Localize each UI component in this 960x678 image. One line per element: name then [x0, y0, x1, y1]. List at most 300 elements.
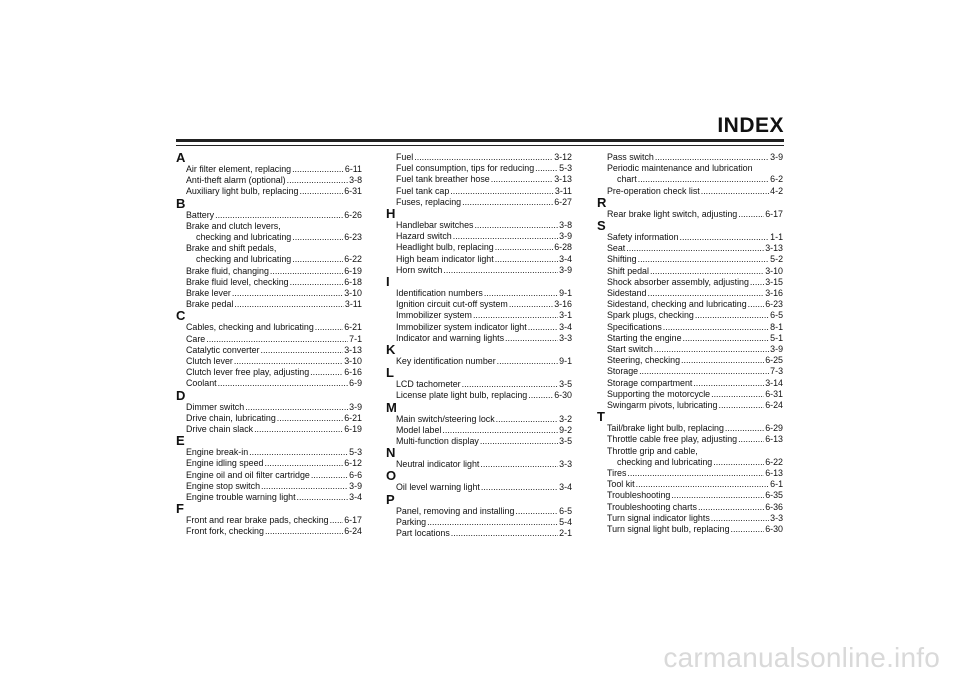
dot-leader — [535, 163, 558, 174]
index-entry-text: Oil level warning light — [396, 482, 480, 493]
index-entry-text: Troubleshooting charts — [607, 501, 697, 512]
index-entry — [176, 367, 362, 378]
index-entry-text: License plate light bulb, replacing — [396, 390, 528, 401]
dot-leader — [292, 254, 343, 265]
index-entry-page: 3-9 — [559, 264, 572, 275]
dot-leader — [315, 322, 343, 333]
index-entry-page: 3-11 — [344, 299, 362, 310]
index-entry-text: Drive chain slack — [186, 424, 254, 435]
index-entry-page: 3-10 — [344, 356, 362, 367]
dot-leader — [442, 425, 558, 436]
index-entry-page: 6-19 — [344, 265, 362, 276]
dot-leader — [249, 447, 348, 458]
index-entry-page: 3-3 — [770, 512, 783, 523]
dot-leader — [215, 210, 343, 221]
index-entry-text: Engine trouble warning light — [186, 492, 296, 503]
index-entry — [386, 425, 572, 436]
index-entry-text: Pre-operation check list — [607, 185, 700, 196]
index-entry-page: 3-9 — [349, 480, 362, 491]
dot-leader — [480, 436, 558, 447]
index-entry — [386, 517, 572, 528]
index-entry-page: 3-4 — [349, 492, 362, 503]
index-entry — [597, 322, 783, 333]
index-entry-text: Fuel — [396, 152, 414, 162]
dot-leader — [292, 164, 344, 175]
index-entry — [597, 502, 783, 513]
index-entry-page: 6-13 — [765, 468, 783, 479]
index-entry — [386, 152, 572, 163]
index-entry-text: Multi-function display — [396, 436, 479, 447]
index-entry-text: Ignition circuit cut-off system — [396, 299, 508, 310]
index-entry-page: 8-1 — [770, 321, 783, 332]
index-entry-page: 6-23 — [765, 299, 783, 310]
index-entry-page: 6-30 — [554, 390, 572, 401]
dot-leader — [647, 288, 764, 299]
index-entry — [176, 210, 362, 221]
dot-leader — [311, 470, 348, 481]
index-entry-page: 3-9 — [770, 152, 783, 162]
index-entry-page: 3-13 — [344, 344, 362, 355]
dot-leader — [663, 322, 769, 333]
index-entry-text: chart — [617, 174, 637, 185]
index-entry-text: checking and lubricating — [617, 456, 713, 467]
index-entry-page: 6-36 — [765, 501, 783, 512]
index-entry — [386, 356, 572, 367]
index-entry-text: Fuel tank breather hose — [396, 174, 490, 185]
index-entry-page: 6-1 — [770, 479, 783, 490]
index-entry-text: Immobilizer system indicator light — [396, 321, 527, 332]
index-entry-text: Tool kit — [607, 479, 635, 490]
dot-leader — [254, 424, 343, 435]
index-entry-page: 3-4 — [559, 482, 572, 493]
index-entry — [597, 299, 783, 310]
index-entry-text: Engine break-in — [186, 447, 249, 458]
index-entry-text: Dimmer switch — [186, 401, 245, 412]
index-entry-text: Indicator and warning lights — [396, 332, 505, 343]
index-entry-page: 6-13 — [765, 434, 783, 445]
index-entry — [176, 232, 362, 243]
index-entry-text: Immobilizer system — [396, 310, 472, 321]
index-entry-heading-line: Periodic maintenance and lubrication — [607, 163, 753, 174]
index-entry-page: 9-1 — [559, 356, 572, 367]
index-entry — [176, 175, 362, 186]
index-entry-page: 3-3 — [559, 459, 572, 470]
dot-leader — [725, 423, 764, 434]
dot-leader — [270, 266, 343, 277]
index-entry-text: Parking — [396, 516, 427, 527]
index-entry-page: 6-28 — [554, 242, 572, 253]
index-entry — [386, 163, 572, 174]
index-entry-page: 6-24 — [765, 400, 783, 411]
dot-leader — [218, 378, 349, 389]
index-entry-page: 5-2 — [770, 254, 783, 265]
dot-leader — [627, 468, 764, 479]
dot-leader — [655, 152, 769, 163]
index-entry-page: 3-5 — [559, 379, 572, 390]
index-entry-page: 7-1 — [349, 333, 362, 344]
dot-leader — [310, 367, 343, 378]
index-entry-page: 6-24 — [344, 526, 362, 537]
index-entry-text: Shift pedal — [607, 265, 649, 276]
index-entry-text: Cables, checking and lubricating — [186, 322, 314, 333]
index-entry-page: 3-9 — [559, 231, 572, 242]
index-entry-page: 6-22 — [344, 254, 362, 265]
dot-leader — [473, 310, 558, 321]
dot-leader — [711, 389, 764, 400]
dot-leader — [638, 254, 770, 265]
index-entry-page: 6-11 — [344, 164, 362, 174]
index-entry-text: Safety information — [607, 232, 679, 243]
index-column-3 — [597, 152, 783, 535]
dot-leader — [450, 186, 554, 197]
dot-leader — [750, 277, 764, 288]
dot-leader — [528, 390, 553, 401]
index-entry-text: Rear brake light switch, adjusting — [607, 208, 738, 219]
index-entry — [386, 186, 572, 197]
index-entry — [176, 186, 362, 197]
index-entry — [597, 490, 783, 501]
dot-leader — [495, 242, 554, 253]
index-entry-page: 5-4 — [559, 516, 572, 527]
index-entry-page: 3-13 — [554, 174, 572, 185]
dot-leader — [698, 502, 764, 513]
dot-leader — [639, 366, 769, 377]
index-entry-page: 3-10 — [344, 288, 362, 299]
page-title: INDEX — [717, 114, 784, 137]
index-entry-page: 3-9 — [770, 344, 783, 355]
index-entry-page: 6-29 — [765, 423, 783, 434]
dot-leader — [680, 232, 770, 243]
index-entry-text: Model label — [396, 424, 442, 435]
index-entry-page: 3-16 — [765, 288, 783, 299]
index-entry-text: Coolant — [186, 378, 217, 389]
index-entry-page: 3-13 — [765, 243, 783, 254]
dot-leader — [234, 299, 344, 310]
index-entry-text: Headlight bulb, replacing — [396, 242, 494, 253]
index-entry-text: Anti-theft alarm (optional) — [186, 175, 286, 186]
index-letter-heading: N — [386, 445, 396, 461]
index-entry-page: 6-31 — [344, 186, 362, 197]
index-entry-text: Turn signal indicator lights — [607, 512, 710, 523]
index-entry-heading-line: Throttle grip and cable, — [607, 445, 698, 456]
index-column-1 — [176, 152, 362, 538]
index-entry-text: Storage — [607, 366, 639, 377]
index-entry-text: Brake lever — [186, 288, 231, 299]
index-letter-heading: P — [386, 491, 395, 507]
index-entry — [386, 265, 572, 276]
index-entry — [386, 459, 572, 470]
index-entry — [597, 344, 783, 355]
index-entry-text: Identification numbers — [396, 288, 483, 299]
index-entry — [176, 470, 362, 481]
index-entry-page: 5-3 — [559, 163, 572, 174]
index-entry-text: Clutch lever — [186, 356, 233, 367]
index-entry — [597, 243, 783, 254]
index-entry — [597, 524, 783, 535]
dot-leader — [509, 299, 553, 310]
index-entry — [597, 513, 783, 524]
index-entry-text: Start switch — [607, 344, 653, 355]
index-entry-text: Storage compartment — [607, 377, 693, 388]
index-entry-text: Tires — [607, 468, 627, 479]
title-rule-thick — [176, 139, 784, 142]
index-entry — [176, 322, 362, 333]
dot-leader — [265, 526, 343, 537]
index-entry-text: Swingarm pivots, lubricating — [607, 400, 718, 411]
index-entry-text: Front fork, checking — [186, 526, 264, 537]
index-entry-text: checking and lubricating — [196, 232, 292, 243]
index-entry-page: 6-27 — [554, 196, 572, 207]
dot-leader — [711, 513, 769, 524]
index-entry-text: Front and rear brake pads, checking — [186, 515, 329, 526]
index-entry — [386, 220, 572, 231]
index-entry — [176, 334, 362, 345]
dot-leader — [671, 490, 764, 501]
index-entry — [597, 400, 783, 411]
dot-leader — [738, 434, 764, 445]
dot-leader — [636, 479, 770, 490]
index-entry — [597, 389, 783, 400]
index-entry-text: Air filter element, replacing — [186, 164, 292, 174]
index-entry-page: 3-4 — [559, 321, 572, 332]
dot-leader — [654, 344, 769, 355]
index-entry-page: 3-1 — [559, 310, 572, 321]
index-letter-heading: C — [176, 308, 186, 324]
index-entry-page: 6-26 — [344, 209, 362, 220]
index-entry — [597, 479, 783, 490]
index-letter-heading: S — [597, 218, 606, 234]
dot-leader — [693, 378, 764, 389]
index-entry-text: Fuel consumption, tips for reducing — [396, 163, 535, 174]
index-entry-text: Handlebar switches — [396, 220, 474, 231]
index-entry-text: Engine oil and oil filter cartridge — [186, 469, 310, 480]
index-entry — [597, 277, 783, 288]
index-entry-page: 6-19 — [344, 424, 362, 435]
index-entry — [176, 356, 362, 367]
index-entry-text: Steering, checking — [607, 355, 681, 366]
dot-leader — [731, 524, 765, 535]
index-letter-heading: H — [386, 206, 396, 222]
index-entry — [176, 254, 362, 265]
index-entry-page: 3-8 — [349, 175, 362, 186]
index-entry — [597, 152, 783, 163]
index-entry — [386, 482, 572, 493]
index-entry-page: 3-11 — [554, 185, 572, 196]
index-entry-page: 3-14 — [765, 377, 783, 388]
index-entry — [386, 288, 572, 299]
dot-leader — [497, 356, 559, 367]
index-letter-heading: M — [386, 399, 397, 415]
index-entry — [176, 481, 362, 492]
index-entry-heading-line: Brake and clutch levers, — [186, 220, 281, 231]
dot-leader — [515, 506, 558, 517]
dot-leader — [261, 345, 344, 356]
index-entry-text: Engine idling speed — [186, 458, 264, 469]
index-entry-text: Pass switch — [607, 152, 654, 162]
dot-leader — [713, 457, 764, 468]
index-entry — [597, 457, 783, 468]
watermark: carmanualsonline.info — [663, 642, 940, 673]
index-entry-page: 6-6 — [349, 469, 362, 480]
index-entry — [176, 288, 362, 299]
dot-leader — [748, 299, 765, 310]
index-entry-text: Auxiliary light bulb, replacing — [186, 186, 299, 197]
index-entry-page: 6-17 — [344, 515, 362, 526]
index-entry-text: Specifications — [607, 321, 662, 332]
dot-leader — [484, 288, 558, 299]
index-entry — [176, 266, 362, 277]
index-entry-page: 9-2 — [559, 424, 572, 435]
index-entry-page: 6-21 — [344, 322, 362, 333]
index-entry-page: 3-10 — [765, 265, 783, 276]
index-entry — [386, 414, 572, 425]
index-entry-page: 6-22 — [765, 456, 783, 467]
index-entry-text: Brake fluid level, checking — [186, 276, 289, 287]
dot-leader — [453, 231, 558, 242]
dot-leader — [232, 288, 343, 299]
index-entry-text: Main switch/steering lock — [396, 413, 495, 424]
index-entry-text: Clutch lever free play, adjusting — [186, 367, 310, 378]
index-entry — [176, 345, 362, 356]
index-entry — [597, 174, 783, 185]
index-entry — [176, 164, 362, 175]
dot-leader — [462, 379, 559, 390]
index-entry — [597, 423, 783, 434]
index-entry-page: 3-2 — [559, 413, 572, 424]
index-entry-page: 6-12 — [344, 458, 362, 469]
index-entry — [386, 197, 572, 208]
index-entry — [386, 174, 572, 185]
index-entry-text: Supporting the motorcycle — [607, 388, 711, 399]
index-entry-page: 3-8 — [559, 220, 572, 231]
index-entry — [386, 254, 572, 265]
dot-leader — [234, 356, 343, 367]
index-entry-text: checking and lubricating — [196, 254, 292, 265]
index-entry — [386, 242, 572, 253]
index-entry — [597, 378, 783, 389]
index-entry — [176, 424, 362, 435]
index-entry-page: 6-21 — [344, 412, 362, 423]
index-entry-page: 6-18 — [344, 276, 362, 287]
index-entry-text: Part locations — [396, 528, 450, 539]
index-entry — [597, 266, 783, 277]
index-entry-text: High beam indicator light — [396, 253, 494, 264]
index-entry-text: Key identification number — [396, 356, 496, 367]
dot-leader — [206, 334, 348, 345]
index-entry-text: Engine stop switch — [186, 480, 260, 491]
index-entry-page: 9-1 — [559, 288, 572, 299]
index-entry-text: Shifting — [607, 254, 637, 265]
index-letter-heading: L — [386, 365, 394, 381]
dot-leader — [299, 186, 343, 197]
index-entry-text: LCD tachometer — [396, 379, 461, 390]
index-entry-text: Tail/brake light bulb, replacing — [607, 423, 724, 434]
index-entry — [597, 186, 783, 197]
index-entry — [386, 528, 572, 539]
index-entry — [176, 299, 362, 310]
dot-leader — [245, 402, 348, 413]
index-entry — [176, 413, 362, 424]
dot-leader — [650, 266, 764, 277]
dot-leader — [528, 322, 558, 333]
index-entry-text: Battery — [186, 209, 215, 220]
dot-leader — [277, 413, 343, 424]
index-entry — [386, 299, 572, 310]
index-entry-page: 3-15 — [765, 276, 783, 287]
index-entry-page: 6-23 — [344, 232, 362, 243]
index-letter-heading: I — [386, 274, 390, 290]
index-entry — [386, 390, 572, 401]
index-column-2 — [386, 152, 572, 539]
index-entry-page: 5-1 — [770, 332, 783, 343]
index-entry — [386, 436, 572, 447]
index-entry — [386, 322, 572, 333]
index-entry-page: 3-4 — [559, 253, 572, 264]
dot-leader — [330, 515, 344, 526]
index-entry-text: Starting the engine — [607, 332, 682, 343]
index-entry-text: Brake pedal — [186, 299, 234, 310]
index-letter-heading: A — [176, 150, 186, 165]
dot-leader — [297, 492, 349, 503]
dot-leader — [443, 265, 558, 276]
index-entry-text: Brake fluid, changing — [186, 265, 269, 276]
dot-leader — [496, 414, 559, 425]
index-entry — [386, 506, 572, 517]
index-entry — [386, 333, 572, 344]
index-entry-text: Fuel tank cap — [396, 185, 450, 196]
index-entry-text: Shock absorber assembly, adjusting — [607, 276, 749, 287]
index-entry — [597, 209, 783, 220]
index-letter-heading: T — [597, 409, 605, 425]
dot-leader — [491, 174, 553, 185]
index-letter-heading: O — [386, 468, 397, 484]
dot-leader — [474, 220, 558, 231]
dot-leader — [719, 400, 765, 411]
index-entry-page: 6-16 — [344, 367, 362, 378]
dot-leader — [701, 186, 769, 197]
index-entry-text: Spark plugs, checking — [607, 310, 694, 321]
index-entry-text: Fuses, replacing — [396, 196, 462, 207]
index-letter-heading: B — [176, 195, 186, 211]
index-entry — [176, 458, 362, 469]
index-entry — [386, 379, 572, 390]
dot-leader — [495, 254, 558, 265]
index-entry-page: 5-3 — [349, 447, 362, 458]
index-entry — [176, 492, 362, 503]
index-entry — [597, 310, 783, 321]
dot-leader — [626, 243, 764, 254]
index-entry-text: Troubleshooting — [607, 490, 671, 501]
index-entry-page: 6-30 — [765, 524, 783, 535]
index-entry-page: 4-2 — [770, 185, 783, 196]
index-entry-page: 3-12 — [554, 152, 572, 162]
index-entry-text: Drive chain, lubricating — [186, 412, 276, 423]
index-entry-page: 6-2 — [770, 174, 783, 185]
dot-leader — [287, 175, 349, 186]
dot-leader — [481, 482, 558, 493]
index-entry — [597, 232, 783, 243]
index-entry — [176, 515, 362, 526]
index-entry-page: 3-3 — [559, 332, 572, 343]
index-entry-page: 6-35 — [765, 490, 783, 501]
index-entry — [176, 277, 362, 288]
index-entry-text: Sidestand, checking and lubricating — [607, 299, 747, 310]
index-entry-page: 6-31 — [765, 388, 783, 399]
dot-leader — [427, 517, 558, 528]
index-entry — [176, 526, 362, 537]
index-entry — [176, 402, 362, 413]
index-entry-text: Panel, removing and installing — [396, 505, 515, 516]
